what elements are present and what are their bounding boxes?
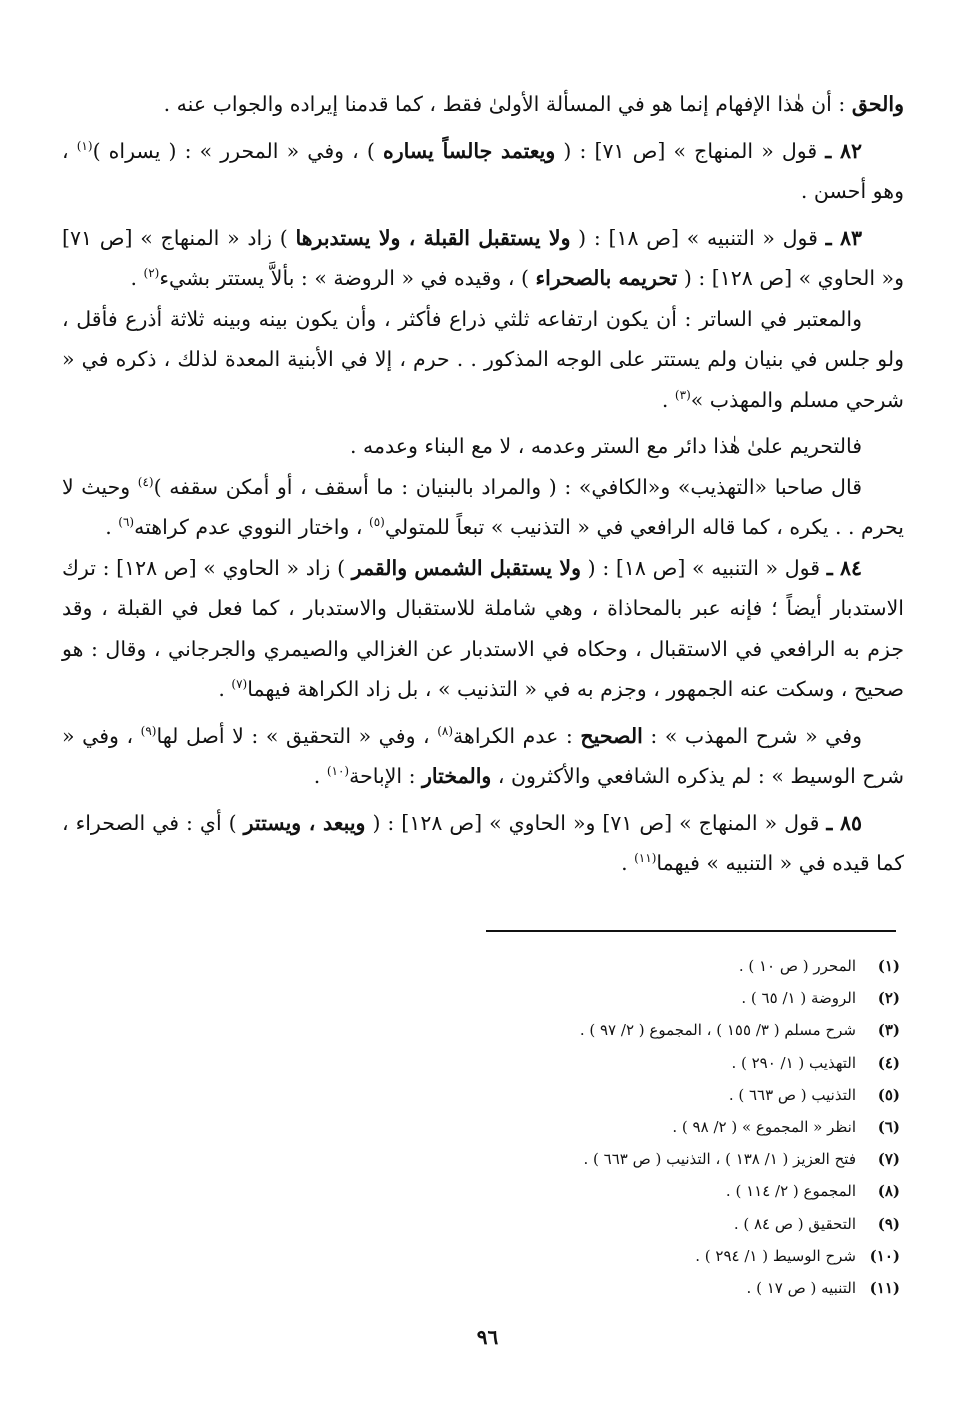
footnote-ref: (٢) xyxy=(143,266,160,281)
issue-number: ٨٢ ـ xyxy=(825,138,862,163)
footnote: (١١)التنبيه ( ص ١٧ ) . xyxy=(746,1279,900,1298)
footnote: (٧)فتح العزيز ( ١/ ١٣٨ ) ، التذنيب ( ص ٦٦٣ ) . xyxy=(583,1150,900,1169)
footnote: (٣)شرح مسلم ( ٣/ ١٥٥ ) ، المجموع ( ٢/ ٩٧ ) . xyxy=(579,1021,900,1040)
footnote-separator xyxy=(486,930,896,932)
paragraph-83: ٨٣ ـ قول « التنبيه » [ص ١٨] : ( ولا يستقبل القبلة ، ولا يستدبرها ) زاد « المنهاج » [ص ٧١] و« الحاوي » [ص ١٢٨] : ( تحريمه بالصحراء ) ، وقيده في « الروضة » : بألاَّ يستتر بشيء$^{(٢)}$ . xyxy=(62,225,904,290)
paragraph-1: والحق : أن هٰذا الإفهام إنما هو في المسألة الأولىٰ فقط ، كما قدمنا إيراده والجواب عنه . xyxy=(163,92,904,116)
footnote-ref: (١) xyxy=(76,138,93,153)
paragraph-buildings: قال صاحبا «التهذيب» و«الكافي» : ( والمراد بالبنيان : ما أسقف ، أو أمكن سقفه )$^{(٤)}$ وحيث لا يحرم . . يكره ، كما قاله الرافعي في « التذنيب » تبعاً للمتولي$^{(٥)}$ ، واختار النووي عدم كراهته$^{(٦)}$ . xyxy=(62,474,904,539)
paragraph-82: ٨٢ ـ قول « المنهاج » [ص ٧١] : ( ويعتمد جالساً يساره ) ، وفي « المحرر » : ( يسراه )$^{(١)}$ ، وهو أحسن . xyxy=(62,138,904,203)
quoted-text: ويبعد ، ويستتر xyxy=(243,810,366,835)
bold-term: والمختار xyxy=(422,764,492,788)
paragraph-85: ٨٥ ـ قول « المنهاج » [ص ٧١] و« الحاوي » [ص ١٢٨] : ( ويبعد ، ويستتر ) أي : في الصحراء ، كما قيده في « التنبيه » فيهما$^{(١١)}$ . xyxy=(62,810,904,875)
paragraph-screen: والمعتبر في الساتر : أن يكون ارتفاعه ثلثي ذراع فأكثر ، وأن يكون بينه وبينه ثلاثة أذرع فأقل ، ولو جلس في بنيان ولم يستتر على الوجه المذكور . . حرم ، إلا في الأبنية المعدة لذلك ، ذكره في « شرحي مسلم والمهذب »$^{(٣)}$ . xyxy=(62,306,904,412)
footnote: (٦)انظر « المجموع » ( ٢/ ٩٨ ) . xyxy=(672,1118,900,1137)
footnote-ref: (٦) xyxy=(118,515,135,530)
bold-term: الصحيح xyxy=(580,723,643,748)
paragraph-84: ٨٤ ـ قول « التنبيه » [ص ١٨] : ( ولا يستقبل الشمس والقمر ) زاد « الحاوي » [ص ١٢٨] : ترك الاستدبار أيضاً ؛ فإنه عبر بالمحاذاة ، وهي شاملة للاستقبال والاستدبار ، كما فعل في القبلة ، وقد جزم به الرافعي في الاستقبال ، وحكاه في الاستدبار عن الغزالي والصيمري والجرجاني ، وقال : هو صحيح ، وسكت عنه الجمهور ، وجزم به في « التذنيب » ، بل زاد الكراهة فيهما$^{(٧)}$ . xyxy=(62,555,904,701)
page-number: ٩٦ xyxy=(476,1325,499,1349)
footnote-ref: (٤) xyxy=(137,474,154,489)
issue-number: ٨٥ ـ xyxy=(826,810,862,835)
quoted-text: ولا يستقبل الشمس والقمر xyxy=(351,555,582,580)
footnote: (٩)التحقيق ( ص ٨٤ ) . xyxy=(733,1214,900,1233)
issue-number: ٨٣ ـ xyxy=(825,225,862,250)
quoted-text: تحريمه بالصحراء xyxy=(535,266,678,290)
footnote-ref: (١١) xyxy=(634,851,657,866)
footnote-ref: (٥) xyxy=(369,515,385,530)
footnote: (٨)المجموع ( ٢/ ١١٤ ) . xyxy=(725,1182,900,1201)
paragraph-sharh: وفي « شرح المهذب » : الصحيح : عدم الكراهة$^{(٨)}$ ، وفي « التحقيق » : لا أصل لها$^{(٩)}$ ، وفي « شرح الوسيط » : لم يذكره الشافعي والأكثرون ، والمختار : الإباحة$^{(١٠)}$ . xyxy=(62,723,904,788)
bold-term: والحق xyxy=(851,92,904,116)
issue-number: ٨٤ ـ xyxy=(826,555,863,580)
quoted-text: ويعتمد جالساً يساره xyxy=(382,138,556,163)
quoted-text: ولا يستقبل القبلة ، ولا يستدبرها xyxy=(295,225,571,250)
footnotes xyxy=(430,950,900,1304)
footnote-ref: (٨) xyxy=(437,723,454,738)
footnote: (١)المحرر ( ص ١٠ ) . xyxy=(738,957,900,975)
footnote: (٤)التهذيب ( ١/ ٢٩٠ ) . xyxy=(731,1053,900,1072)
footnote-ref: (١٠) xyxy=(326,764,350,779)
footnote-ref: (٩) xyxy=(140,723,157,738)
footnote: (١٠)شرح الوسيط ( ١/ ٢٩٤ ) . xyxy=(695,1246,900,1265)
footnote-ref: (٧) xyxy=(231,677,248,692)
footnote: (٢)الروضة ( ١/ ٦٥ ) . xyxy=(741,989,900,1008)
paragraph-prohibition: فالتحريم علىٰ هٰذا دائر مع الستر وعدمه ، لا مع البناء وعدمه . xyxy=(349,434,862,458)
footnote: (٥)التذنيب ( ص ٦٦٣ ) . xyxy=(728,1085,900,1104)
main-text xyxy=(62,84,904,884)
footnote-ref: (٣) xyxy=(674,387,691,402)
